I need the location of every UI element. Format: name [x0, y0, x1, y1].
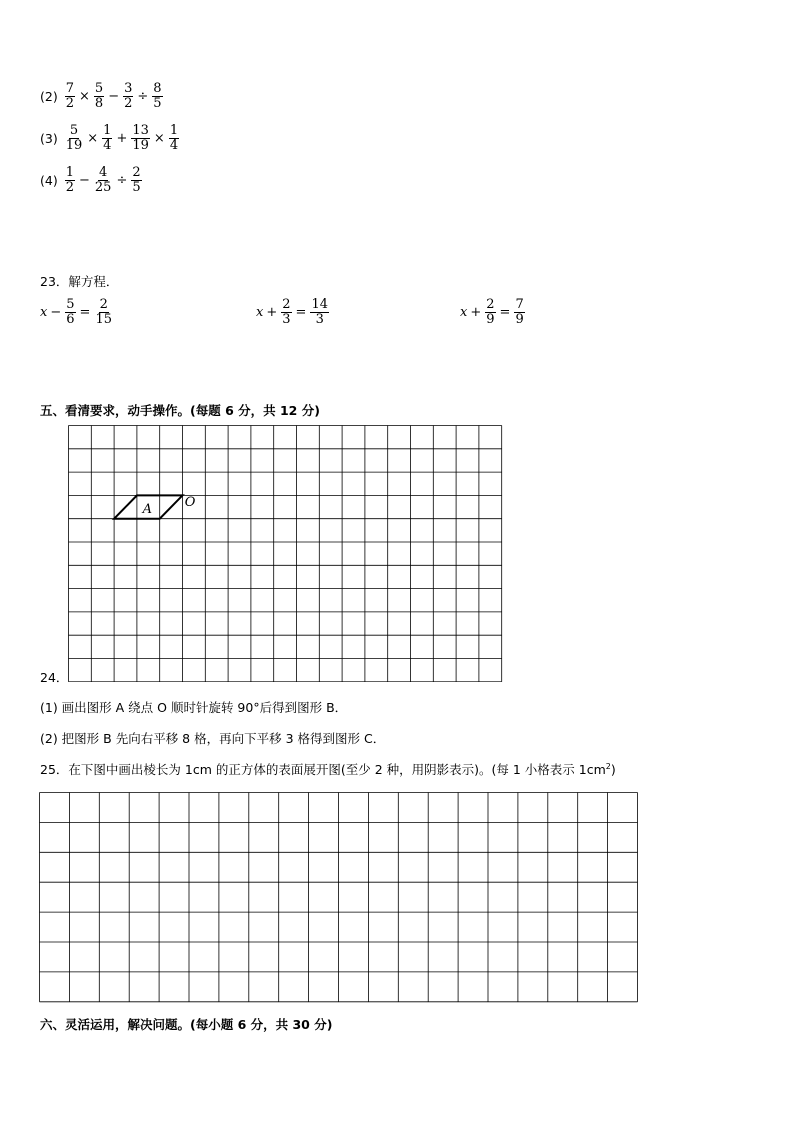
fraction — [65, 124, 84, 153]
operator: + — [266, 305, 278, 320]
equals-sign: = — [499, 305, 511, 320]
numerator: 2 — [132, 165, 141, 180]
fraction — [281, 298, 291, 327]
section5-heading: 五、看清要求，动手操作。(每题 6 分，共 12 分) — [40, 403, 320, 418]
numerator: 5 — [69, 123, 79, 138]
fraction — [310, 298, 329, 327]
grid-25 — [39, 792, 641, 1003]
numerator: 13 — [132, 123, 149, 138]
shape-label-a: A — [142, 501, 152, 517]
denominator: 3 — [315, 312, 324, 327]
numerator: 5 — [66, 297, 75, 312]
fraction — [102, 124, 112, 153]
variable: x — [460, 305, 468, 320]
numerator: 1 — [169, 123, 179, 138]
numerator: 4 — [99, 165, 108, 180]
fraction — [94, 82, 104, 111]
fraction — [131, 124, 150, 153]
denominator: 8 — [94, 96, 104, 111]
equation-1 — [40, 298, 114, 327]
denominator: 3 — [282, 312, 291, 327]
operator: + — [470, 305, 482, 320]
operator: − — [50, 305, 62, 320]
denominator: 5 — [132, 180, 141, 195]
numerator: 1 — [65, 165, 74, 180]
problem23-title: 23．解方程． — [40, 274, 119, 289]
variable: x — [256, 305, 264, 320]
equals-sign: = — [79, 305, 91, 320]
item-label: (2) — [40, 89, 58, 104]
numerator: 8 — [153, 81, 162, 96]
fraction — [65, 82, 75, 111]
numerator: 3 — [124, 81, 133, 96]
operator: + — [116, 131, 128, 146]
operator: × — [79, 89, 90, 104]
fraction — [94, 298, 113, 327]
numerator: 7 — [515, 297, 524, 312]
denominator: 2 — [65, 180, 74, 195]
equation-3 — [460, 298, 526, 327]
fraction — [131, 166, 141, 195]
denominator: 19 — [132, 138, 149, 153]
denominator: 4 — [103, 138, 112, 153]
fraction — [152, 82, 162, 111]
denominator: 15 — [95, 312, 112, 327]
numerator: 2 — [486, 297, 495, 312]
denominator: 2 — [124, 96, 133, 111]
denominator: 6 — [66, 312, 75, 327]
equation-2 — [256, 298, 330, 327]
problem22-item-4 — [40, 166, 143, 195]
section6-heading: 六、灵活运用，解决问题。(每小题 6 分，共 30 分) — [40, 1017, 333, 1032]
item-label: (3) — [40, 131, 58, 146]
grid-24 — [68, 425, 504, 682]
fraction — [485, 298, 495, 327]
numerator: 7 — [65, 81, 74, 96]
denominator: 19 — [65, 138, 83, 153]
problem22-item-2 — [40, 82, 164, 111]
operator: ÷ — [137, 89, 149, 104]
numerator: 2 — [282, 297, 291, 312]
fraction — [169, 124, 179, 153]
denominator: 25 — [94, 180, 112, 195]
denominator: 5 — [153, 96, 162, 111]
problem24-number: 24． — [40, 670, 69, 685]
fraction — [123, 82, 133, 111]
operator: − — [79, 173, 90, 188]
denominator: 4 — [169, 138, 179, 153]
numerator: 1 — [103, 123, 112, 138]
operator: ÷ — [116, 173, 128, 188]
numerator: 2 — [99, 297, 108, 312]
variable: x — [40, 305, 48, 320]
operator: × — [153, 131, 165, 146]
numerator: 5 — [94, 81, 104, 96]
denominator: 2 — [65, 96, 74, 111]
denominator: 9 — [486, 312, 495, 327]
problem22-item-3 — [40, 124, 180, 153]
equals-sign: = — [295, 305, 307, 320]
point-label-o: O — [184, 494, 196, 510]
numerator: 14 — [311, 297, 328, 312]
fraction — [94, 166, 113, 195]
operator: − — [108, 89, 120, 104]
fraction — [65, 166, 75, 195]
item-label: (4) — [40, 173, 58, 188]
operator: × — [87, 131, 99, 146]
problem24-q2: (2) 把图形 B 先向右平移 8 格，再向下平移 3 格得到图形 C． — [40, 731, 386, 746]
problem25-text: 25．在下图中画出棱长为 1cm 的正方体的表面展开图(至少 2 种，用阴影表示)。(每 1 小格表示 $1cm^2$) — [40, 761, 616, 777]
fraction — [514, 298, 524, 327]
fraction — [65, 298, 75, 327]
denominator: 9 — [515, 312, 524, 327]
problem24-q1: (1) 画出图形 A 绕点 O 顺时针旋转 90°后得到图形 B． — [40, 700, 348, 715]
